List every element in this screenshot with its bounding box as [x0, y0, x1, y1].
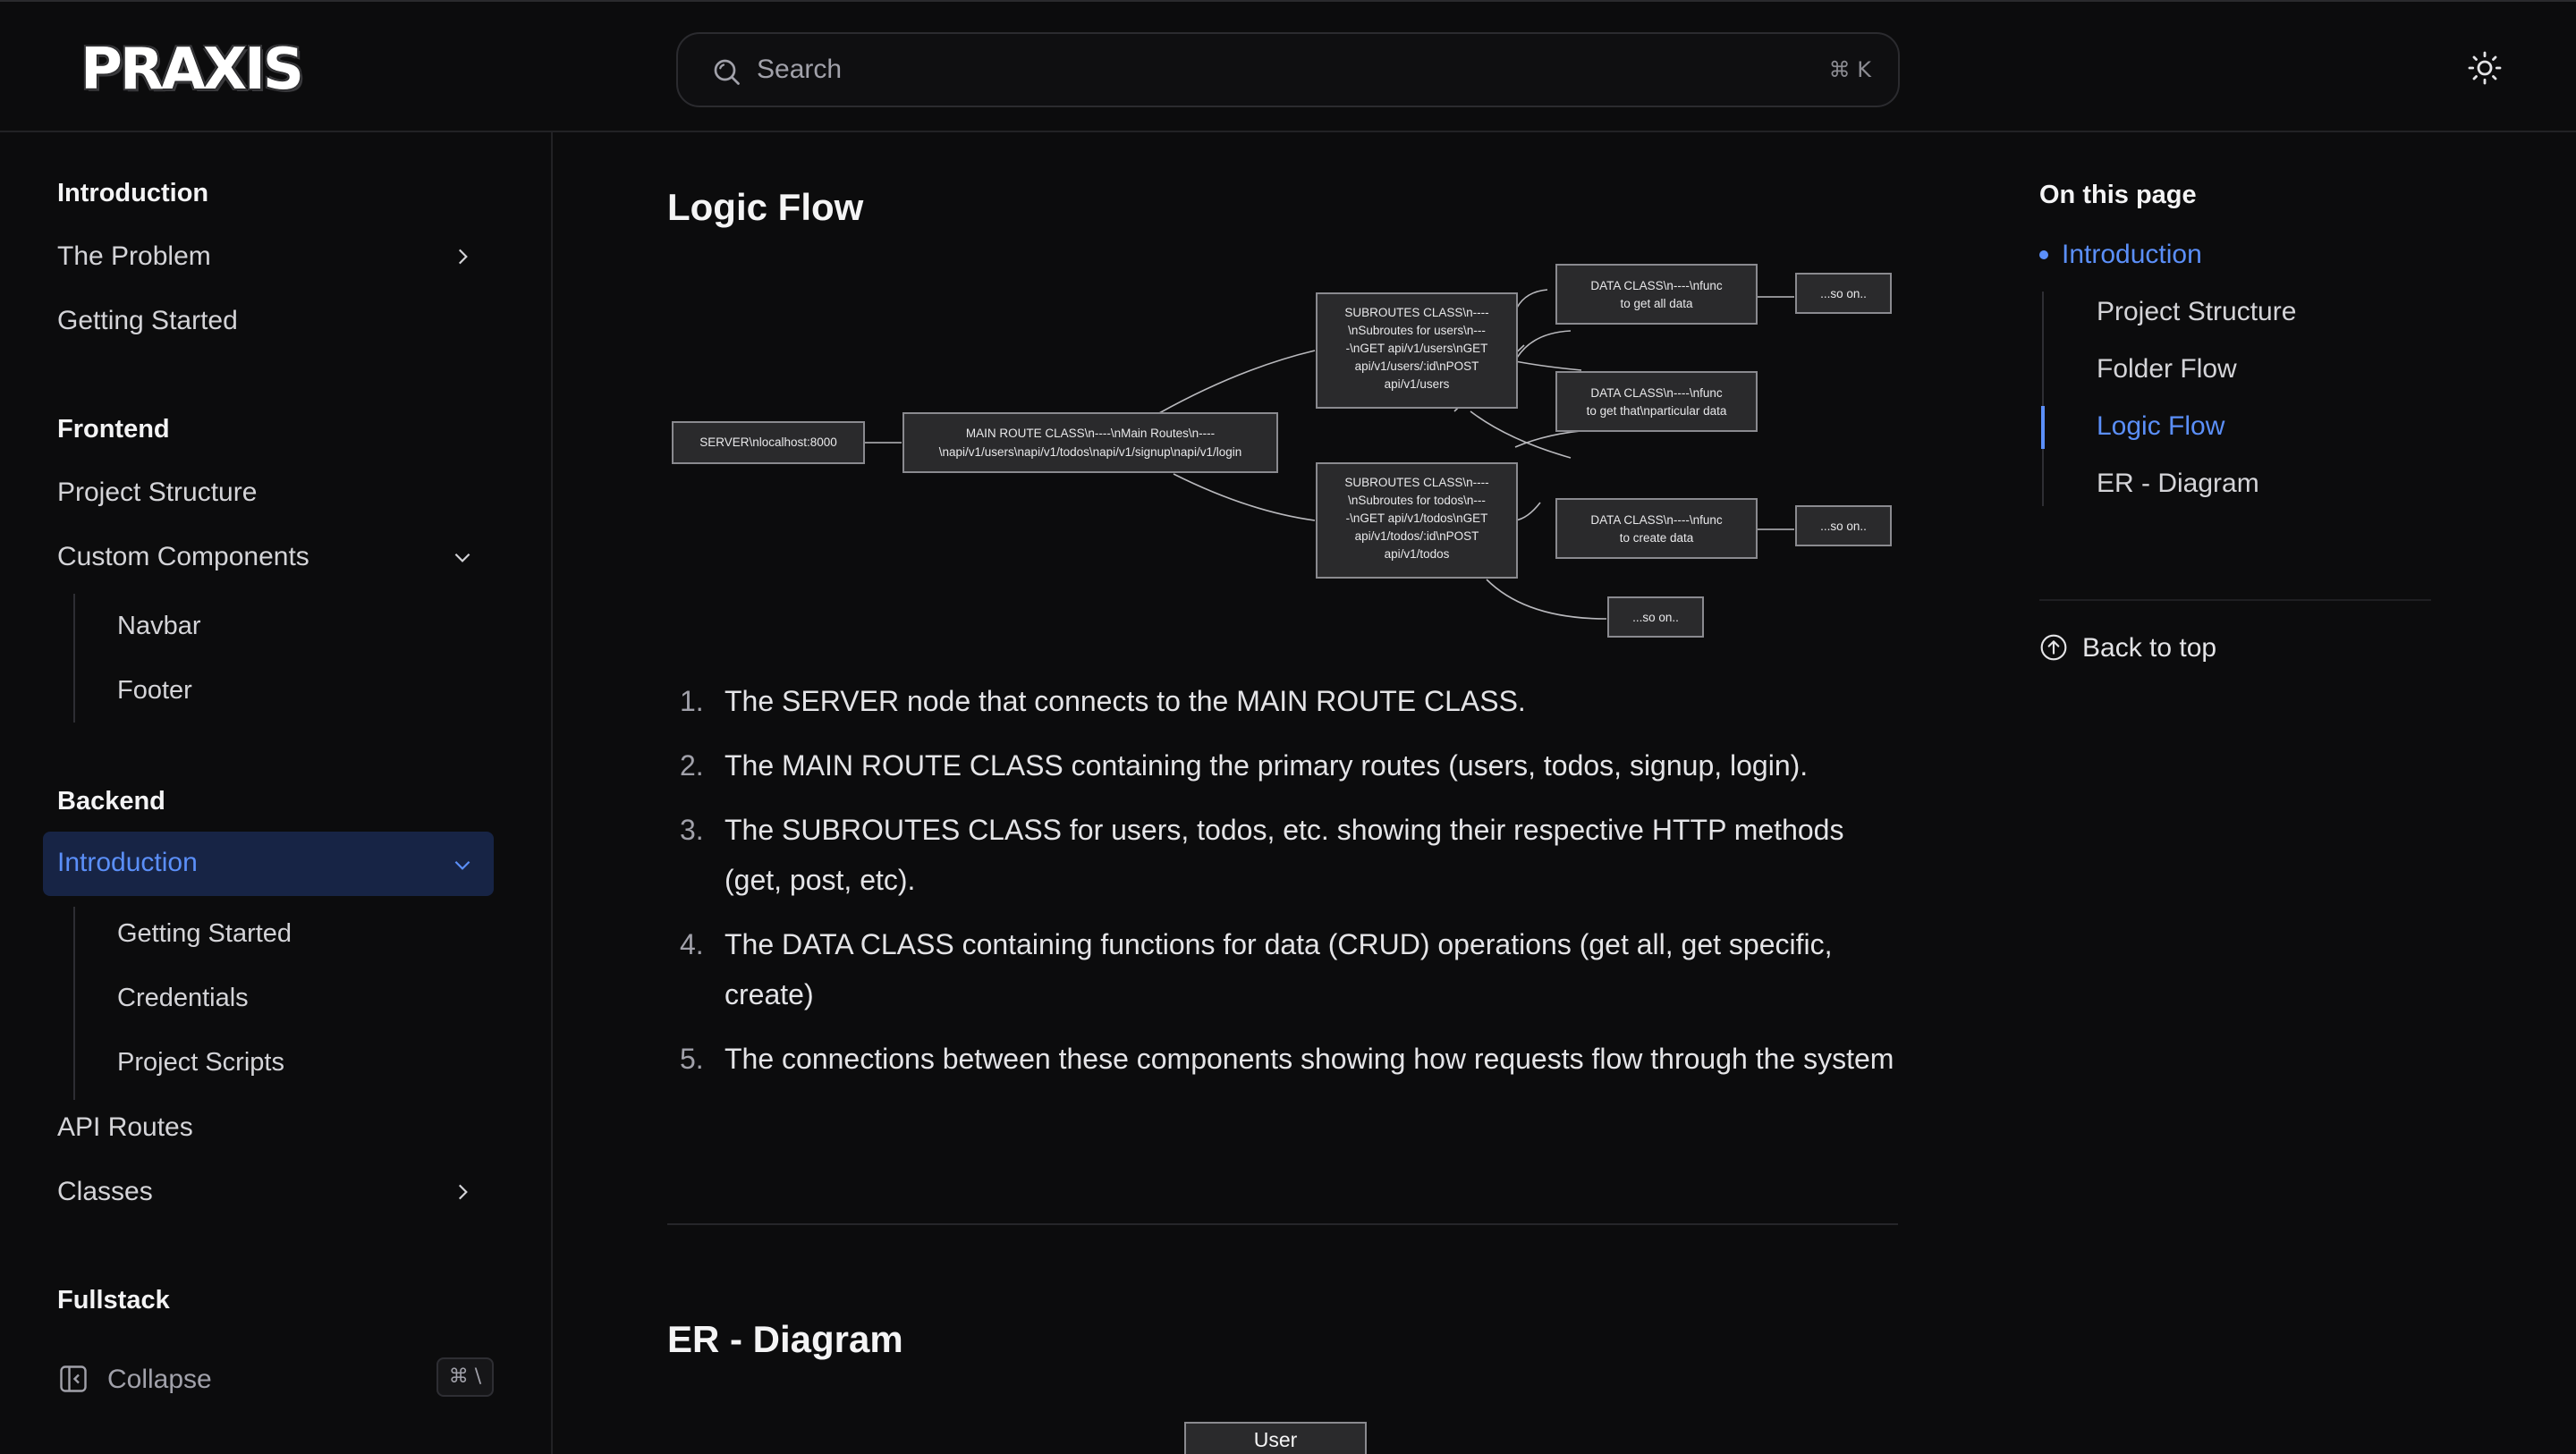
collapse-shortcut-hint: ⌘ \	[436, 1357, 494, 1397]
svg-text:DATA CLASS\n----\nfunc: DATA CLASS\n----\nfunc	[1590, 513, 1723, 527]
list-item: 1. The SERVER node that connects to the MAIN ROUTE CLASS.	[680, 685, 1526, 717]
er-entity-user: User	[1184, 1422, 1367, 1454]
sun-icon[interactable]	[2467, 50, 2503, 86]
logic-flow-diagram	[667, 252, 1902, 646]
diagram-node-data-create	[1556, 499, 1757, 558]
diagram-node-data-particular	[1556, 372, 1757, 431]
svg-text:api/v1/todos: api/v1/todos	[1384, 547, 1450, 561]
sidebar-item-footer[interactable]: Footer	[117, 676, 192, 705]
svg-text:api/v1/users/:id\nPOST: api/v1/users/:id\nPOST	[1354, 359, 1479, 373]
heading-er-diagram: ER - Diagram	[667, 1318, 903, 1360]
search-bar[interactable]	[676, 32, 1900, 107]
heading-logic-flow: Logic Flow	[667, 186, 864, 228]
sidebar-item-api-routes[interactable]: API Routes	[57, 1112, 193, 1142]
svg-text:\nSubroutes for users\n---: \nSubroutes for users\n---	[1348, 324, 1486, 337]
logic-flow-steps	[667, 676, 1902, 1098]
toc-active-dot	[2039, 250, 2048, 259]
diagram-node-data-get-all	[1556, 265, 1757, 324]
svg-text:to get that\nparticular data: to get that\nparticular data	[1586, 404, 1727, 418]
diagram-node-main-route	[903, 413, 1277, 472]
toc-item-folder-flow[interactable]: Folder Flow	[2097, 354, 2237, 384]
svg-text:...so on..: ...so on..	[1632, 611, 1679, 624]
chevron-right-icon[interactable]	[451, 1180, 474, 1204]
svg-text:DATA CLASS\n----\nfunc: DATA CLASS\n----\nfunc	[1590, 386, 1723, 400]
svg-text:SUBROUTES CLASS\n----: SUBROUTES CLASS\n----	[1344, 306, 1489, 319]
svg-text:to create data: to create data	[1619, 531, 1694, 545]
toc-divider	[2039, 599, 2431, 601]
sidebar-collapse-icon	[57, 1363, 89, 1395]
svg-text:-\nGET api/v1/users\nGET: -\nGET api/v1/users\nGET	[1345, 342, 1488, 355]
sidebar-item-classes[interactable]: Classes	[57, 1177, 153, 1206]
toc-active-indicator	[2041, 406, 2045, 449]
sidebar	[0, 132, 553, 1454]
diagram-node-server	[673, 422, 864, 463]
sidebar-item-custom-components[interactable]: Custom Components	[57, 542, 309, 571]
top-header	[0, 0, 2576, 132]
toc-item-logic-flow[interactable]: Logic Flow	[2097, 411, 2225, 441]
svg-text:\napi/v1/users\napi/v1/todos\n: \napi/v1/users\napi/v1/todos\napi/v1/signup\napi/v1/login	[938, 445, 1242, 459]
praxis-logo[interactable]: PRAXIS	[80, 37, 301, 103]
sidebar-item-label: Introduction	[57, 848, 198, 877]
tree-guide-line	[73, 907, 75, 1100]
collapse-label: Collapse	[107, 1365, 212, 1394]
svg-text:SERVER\nlocalhost:8000: SERVER\nlocalhost:8000	[699, 435, 837, 449]
toc-title: On this page	[2039, 181, 2197, 209]
list-item: 3. The SUBROUTES CLASS for users, todos, etc. showing their respective HTTP methods (get, post, etc).	[680, 814, 1844, 896]
svg-text:-\nGET api/v1/todos\nGET: -\nGET api/v1/todos\nGET	[1345, 511, 1488, 525]
sidebar-section-backend: Backend	[57, 787, 165, 816]
sidebar-item-project-structure[interactable]: Project Structure	[57, 478, 258, 507]
sidebar-section-frontend: Frontend	[57, 415, 170, 444]
diagram-node-so-on-1	[1796, 274, 1891, 313]
chevron-down-icon[interactable]	[451, 853, 474, 876]
svg-text:MAIN ROUTE CLASS\n----\nMain R: MAIN ROUTE CLASS\n----\nMain Routes\n----	[965, 427, 1216, 440]
diagram-node-so-on-2	[1796, 506, 1891, 545]
search-icon	[710, 55, 742, 88]
svg-text:...so on..: ...so on..	[1820, 520, 1867, 533]
svg-text:...so on..: ...so on..	[1820, 287, 1867, 300]
sidebar-item-introduction-active[interactable]	[43, 832, 494, 896]
sidebar-item-getting-started[interactable]: Getting Started	[57, 306, 238, 335]
list-item: 4. The DATA CLASS containing functions for data (CRUD) operations (get all, get specific, create)	[680, 928, 1833, 1010]
chevron-right-icon[interactable]	[451, 245, 474, 268]
chevron-down-icon[interactable]	[451, 545, 474, 569]
list-item: 5. The connections between these components showing how requests flow through the system	[680, 1043, 1894, 1075]
back-to-top-label: Back to top	[2082, 633, 2217, 663]
diagram-node-subroutes-todos	[1317, 463, 1517, 578]
svg-text:api/v1/todos/:id\nPOST: api/v1/todos/:id\nPOST	[1354, 529, 1479, 543]
diagram-node-subroutes-users	[1317, 293, 1517, 408]
section-divider	[667, 1223, 1898, 1225]
list-item: 2. The MAIN ROUTE CLASS containing the primary routes (users, todos, signup, login).	[680, 749, 1809, 782]
sidebar-item-credentials[interactable]: Credentials	[117, 984, 249, 1012]
arrow-up-circle-icon	[2039, 633, 2068, 662]
svg-text:DATA CLASS\n----\nfunc: DATA CLASS\n----\nfunc	[1590, 279, 1723, 292]
sidebar-item-the-problem[interactable]: The Problem	[57, 241, 211, 271]
toc-item-introduction[interactable]: Introduction	[2062, 240, 2202, 269]
collapse-sidebar-button[interactable]	[57, 1357, 494, 1402]
svg-text:to get all data: to get all data	[1620, 297, 1693, 310]
toc-guide-line	[2042, 292, 2044, 506]
svg-text:api/v1/users: api/v1/users	[1384, 377, 1450, 391]
sidebar-item-navbar[interactable]: Navbar	[117, 612, 201, 640]
search-shortcut-hint: ⌘ K	[1828, 57, 1871, 82]
toc-item-project-structure[interactable]: Project Structure	[2097, 297, 2297, 326]
sidebar-section-introduction: Introduction	[57, 179, 209, 207]
sidebar-item-project-scripts[interactable]: Project Scripts	[117, 1048, 284, 1077]
sidebar-item-backend-getting-started[interactable]: Getting Started	[117, 919, 292, 948]
diagram-node-so-on-3	[1608, 597, 1703, 637]
search-input[interactable]	[757, 46, 1741, 93]
svg-text:\nSubroutes for todos\n---: \nSubroutes for todos\n---	[1348, 494, 1486, 507]
toc-item-er-diagram[interactable]: ER - Diagram	[2097, 469, 2259, 498]
tree-guide-line	[73, 594, 75, 723]
sidebar-section-fullstack: Fullstack	[57, 1286, 170, 1315]
svg-text:SUBROUTES CLASS\n----: SUBROUTES CLASS\n----	[1344, 476, 1489, 489]
